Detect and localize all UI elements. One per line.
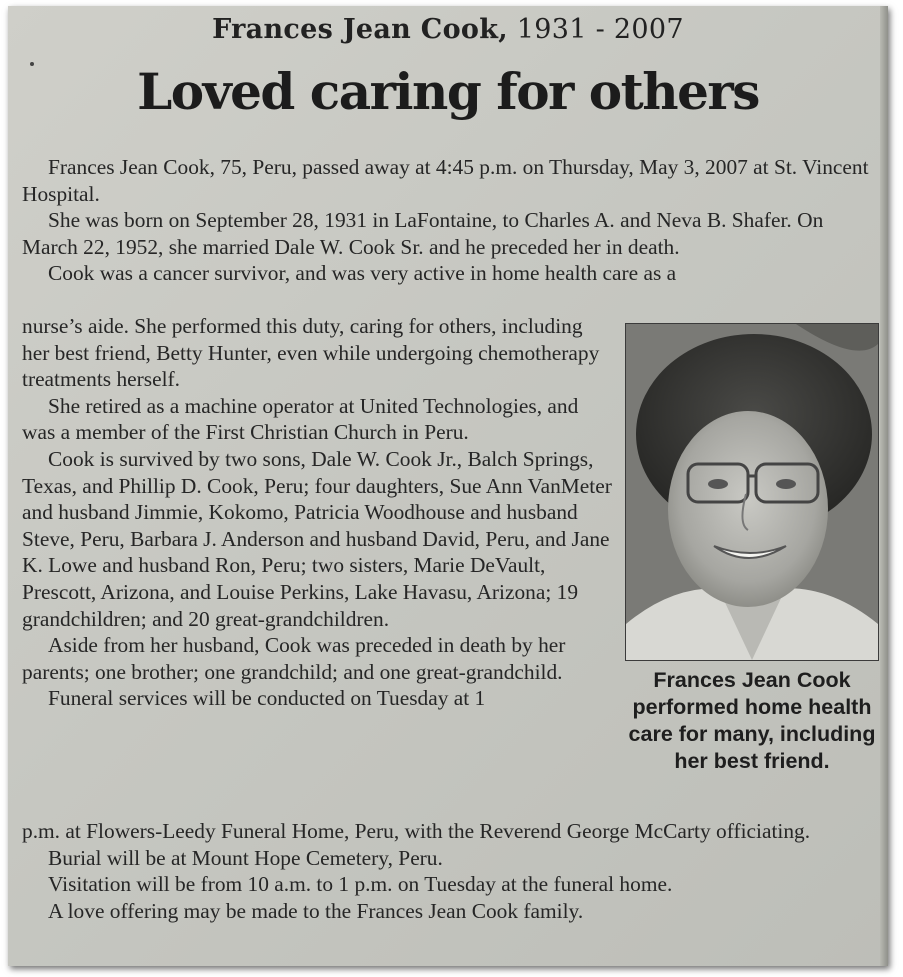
paragraph-burial: Burial will be at Mount Hope Cemetery, Peru.: [48, 845, 443, 870]
headline: Loved caring for others: [137, 62, 759, 121]
obituary-kicker: [8, 14, 888, 45]
newspaper-clipping: [8, 6, 888, 966]
body-bottom: [22, 818, 878, 924]
paragraph-survived-by: Cook is survived by two sons, Dale W. Cook Jr., Balch Springs, Texas, and Phillip D. Cook, Peru; four daughters, Sue Ann VanMeter and husband Jimmie, Kokomo, Patricia Woodhouse and husband Steve, Peru, Barbara J. Anderson and husband David, Peru, and Jane K. Lowe and husband Ron, Peru; two sisters, Marie DeVault, Prescott, Arizona, and Louise Perkins, Lake Havasu, Arizona; 19 grandchildren; and 20 great-grandchildren.: [22, 446, 612, 631]
paragraph-survivor-lead: Cook was a cancer survivor, and was very active in home health care as a: [48, 261, 677, 286]
kicker-years: 1931 - 2007: [516, 14, 684, 45]
body-column: [22, 313, 614, 712]
paragraph-funeral-lead: Funeral services will be conducted on Tuesday at 1: [48, 686, 486, 711]
portrait-illustration: [626, 324, 878, 660]
portrait-photo: [625, 323, 879, 661]
paragraph-survivor-rest: nurse’s aide. She performed this duty, caring for others, including her best friend, Betty Hunter, even while undergoing chemotherapy treatments herself.: [22, 314, 600, 392]
page-edge: [880, 6, 888, 966]
kicker-name: Frances Jean Cook,: [212, 14, 508, 45]
paragraph-offering: A love offering may be made to the Frances Jean Cook family.: [48, 898, 584, 923]
paragraph-funeral-rest: p.m. at Flowers-Leedy Funeral Home, Peru, with the Reverend George McCarty officiating.: [22, 819, 811, 843]
photo-caption: Frances Jean Cook performed home health care for many, including her best friend.: [628, 668, 876, 773]
paragraph-preceded: Aside from her husband, Cook was preceded in death by her parents; one brother; one grandchild; and one great-grandchild.: [22, 633, 566, 684]
paragraph-birth: She was born on September 28, 1931 in LaFontaine, to Charles A. and Neva B. Shafer. On March 22, 1952, she married Dale W. Cook Sr. and he preceded her in death.: [22, 208, 824, 259]
paragraph-retired: She retired as a machine operator at United Technologies, and was a member of the First Christian Church in Peru.: [22, 393, 579, 445]
paragraph-visitation: Visitation will be from 10 a.m. to 1 p.m. on Tuesday at the funeral home.: [48, 872, 673, 897]
body-top: [22, 154, 878, 287]
print-speck: [30, 62, 34, 66]
paragraph-intro: Frances Jean Cook, 75, Peru, passed away at 4:45 p.m. on Thursday, May 3, 2007 at St. Vincent Hospital.: [22, 155, 869, 206]
